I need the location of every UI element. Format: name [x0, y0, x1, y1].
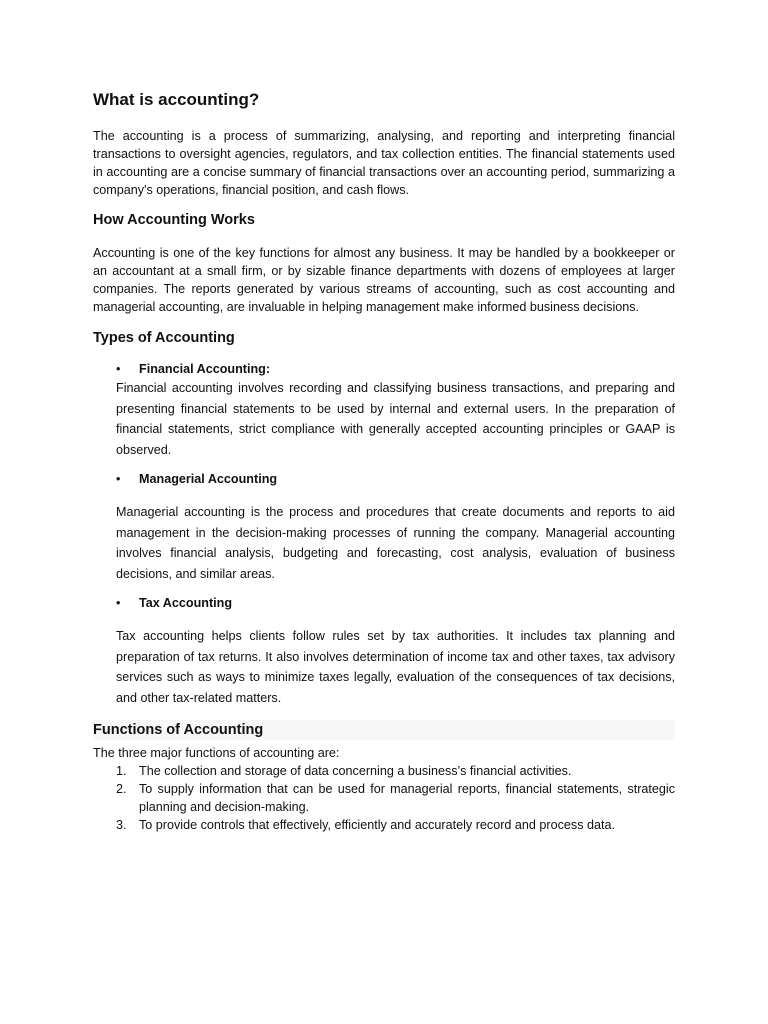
how-accounting-works-paragraph: Accounting is one of the key functions for almost any business. It may be handled by a bookkeeper or an accountant at a small firm, or by sizable finance departments with dozens of employees at larger companies. The reports generated by various streams of accounting, such as cost accounting and managerial accounting, are invaluable in helping management make informed business decisions. [93, 246, 675, 314]
intro-paragraph: The accounting is a process of summarizing, analysing, and reporting and interpreting financial transactions to oversight agencies, regulators, and tax collection entities. The financial statements used in accounting are a concise summary of financial transactions over an accounting period, summarizing a company's operations, financial position, and cash flows. [93, 129, 675, 197]
financial-accounting-paragraph: Financial accounting involves recording and classifying business transactions, and preparing and presenting financial statements to be used by internal and external users. In the preparation of financial statements, strict compliance with generally accepted accounting principles or GAAP is observed. [116, 381, 675, 457]
tax-accounting-paragraph: Tax accounting helps clients follow rules set by tax authorities. It includes tax planning and preparation of tax returns. It also involves determination of income tax and other taxes, tax advisory services such as ways to minimize taxes legally, evaluation of the consequences of tax decisions, and other tax-related matters. [116, 629, 675, 705]
how-accounting-works-heading: How Accounting Works [93, 212, 255, 228]
functions-of-accounting-heading: Functions of Accounting [93, 720, 675, 740]
list-item [93, 780, 675, 816]
functions-intro: The three major functions of accounting are: [93, 746, 340, 760]
list-item [93, 816, 675, 834]
bullet-label: Managerial Accounting [139, 472, 278, 486]
document-content [93, 88, 675, 834]
page-title: What is accounting? [93, 90, 260, 109]
bullet-managerial-accounting [93, 470, 675, 488]
list-item-text: To provide controls that effectively, efficiently and accurately record and process data. [139, 818, 616, 832]
bullet-dot: • [116, 362, 121, 376]
types-of-accounting-heading: Types of Accounting [93, 330, 235, 346]
list-item-text: The collection and storage of data concerning a business’s financial activities. [139, 764, 572, 778]
bullet-dot: • [116, 472, 121, 486]
managerial-accounting-paragraph: Managerial accounting is the process and procedures that create documents and reports to aid management in the decision-making processes of running the company. Managerial accounting involves financial analysis, budgeting and forecasting, cost analysis, evaluation of business decisions, and similar areas. [116, 505, 675, 581]
bullet-tax-accounting [93, 594, 675, 612]
bullet-label: Tax Accounting [139, 596, 233, 610]
bullet-label: Financial Accounting: [139, 362, 271, 376]
list-number: 3. [116, 818, 127, 832]
list-number: 2. [116, 782, 127, 796]
bullet-dot: • [116, 596, 121, 610]
list-number: 1. [116, 764, 127, 778]
bullet-financial-accounting [93, 360, 675, 378]
functions-list [93, 762, 675, 834]
list-item-text: To supply information that can be used for managerial reports, financial statements, strategic planning and decision-making. [139, 782, 675, 814]
list-item [93, 762, 675, 780]
